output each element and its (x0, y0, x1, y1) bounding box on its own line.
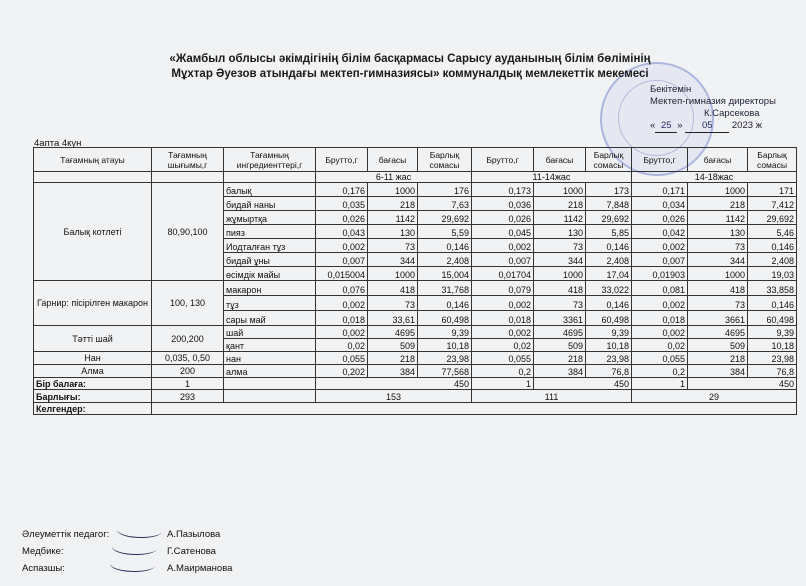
ingredient-name: бидай ұны (224, 253, 316, 267)
menu-table (33, 147, 797, 415)
ingredient-value: 5,59 (418, 225, 472, 239)
ingredient-value: 60,498 (586, 311, 632, 326)
ingredient-value: 5,46 (748, 225, 797, 239)
ingredient-value: 5,85 (586, 225, 632, 239)
ingredient-value: 29,692 (748, 211, 797, 225)
ingredient-value: 0,034 (632, 197, 688, 211)
ingredient-value: 0,002 (632, 326, 688, 339)
ingredient-value: 1000 (368, 267, 418, 281)
ingredient-value: 0,002 (316, 296, 368, 311)
ingredient-value: 0,2 (632, 365, 688, 378)
ingredient-value: 0,002 (316, 326, 368, 339)
ingredient-value: 0,02 (316, 339, 368, 352)
ingredient-value: 130 (688, 225, 748, 239)
ingredient-value: 23,98 (418, 352, 472, 365)
ingredient-value: 344 (688, 253, 748, 267)
document-title (120, 52, 700, 82)
ingredient-value: 218 (688, 197, 748, 211)
ingredient-value: 0,002 (472, 239, 534, 253)
ingredient-value: 77,568 (418, 365, 472, 378)
ingredient-value: 10,18 (418, 339, 472, 352)
ingredient-value: 19,03 (748, 267, 797, 281)
ingredient-value: 1000 (534, 267, 586, 281)
ingredient-name: балық (224, 183, 316, 197)
ingredient-value: 0,202 (316, 365, 368, 378)
ingredient-value: 0,002 (472, 326, 534, 339)
title-line-2: Мұхтар Әуезов атындағы мектеп-гимназиясы» коммуналдық мемлекеттік мекемесі (171, 68, 649, 80)
ingredient-value: 218 (368, 197, 418, 211)
ingredient-value: 0,042 (632, 225, 688, 239)
ingredient-value: 9,39 (586, 326, 632, 339)
dish-yield: 80,90,100 (152, 183, 224, 281)
ingredient-value: 10,18 (586, 339, 632, 352)
ingredient-row (34, 365, 797, 378)
dish-yield: 200,200 (152, 326, 224, 352)
ingredient-value: 130 (368, 225, 418, 239)
ingredient-name: нан (224, 352, 316, 365)
ingredient-value: 9,39 (748, 326, 797, 339)
ingredient-value: 2,408 (418, 253, 472, 267)
ingredient-value: 1142 (368, 211, 418, 225)
col-header: бағасы (534, 148, 586, 172)
ingredient-value: 509 (368, 339, 418, 352)
ingredient-name: қант (224, 339, 316, 352)
age-group: 6-11 жас (316, 172, 472, 183)
ingredient-value: 176 (418, 183, 472, 197)
ingredient-value: 7,848 (586, 197, 632, 211)
ingredient-value: 0,01704 (472, 267, 534, 281)
ingredient-value: 218 (688, 352, 748, 365)
ingredient-value: 0,035 (316, 197, 368, 211)
ingredient-value: 0,055 (472, 352, 534, 365)
ingredient-value: 0,018 (316, 311, 368, 326)
ingredient-value: 509 (534, 339, 586, 352)
ingredient-value: 0,146 (418, 239, 472, 253)
week-label: 4апта 4күн (34, 138, 82, 149)
ingredient-name: тұз (224, 296, 316, 311)
col-header: Тағамның атауы (34, 148, 152, 172)
ingredient-name: өсімдік майы (224, 267, 316, 281)
col-header: бағасы (688, 148, 748, 172)
dish-yield: 100, 130 (152, 281, 224, 326)
ingredient-value: 4695 (534, 326, 586, 339)
dish-name: Гарнир: пісірілген макарон (34, 281, 152, 326)
ingredient-row (34, 281, 797, 296)
ingredient-value: 0,173 (472, 183, 534, 197)
age-group: 14-18жас (632, 172, 797, 183)
title-line-1: «Жамбыл облысы әкімдігінің білім басқармасы Сарысу ауданының білім бөлімінің (169, 53, 651, 65)
ingredient-value: 33,61 (368, 311, 418, 326)
ingredient-value: 3661 (688, 311, 748, 326)
ingredient-value: 344 (534, 253, 586, 267)
ingredient-value: 173 (586, 183, 632, 197)
col-header: Тағамның ингредиенттері,г (224, 148, 316, 172)
ingredient-value: 0,01903 (632, 267, 688, 281)
ingredient-value: 0,018 (632, 311, 688, 326)
ingredient-value: 509 (688, 339, 748, 352)
ingredient-value: 4695 (368, 326, 418, 339)
ingredient-value: 33,022 (586, 281, 632, 296)
ingredient-value: 0,146 (586, 296, 632, 311)
ingredient-value: 344 (368, 253, 418, 267)
ingredient-value: 0,171 (632, 183, 688, 197)
ingredient-value: 384 (688, 365, 748, 378)
ingredient-value: 418 (534, 281, 586, 296)
age-group-row (34, 172, 797, 183)
ingredient-value: 1142 (688, 211, 748, 225)
ingredient-value: 0,055 (632, 352, 688, 365)
dish-name: Алма (34, 365, 152, 378)
approval-line-1: Бекітемін (650, 84, 692, 95)
per-child-row: Бір балаға: 1 450 1 450 1 450 (34, 378, 797, 390)
ingredient-value: 0,002 (472, 296, 534, 311)
ingredient-value: 9,39 (418, 326, 472, 339)
ingredient-value: 0,176 (316, 183, 368, 197)
ingredient-value: 73 (534, 239, 586, 253)
col-header: Барлық сомасы (748, 148, 797, 172)
ingredient-value: 0,026 (472, 211, 534, 225)
ingredient-value: 10,18 (748, 339, 797, 352)
ingredient-value: 1000 (688, 183, 748, 197)
col-header: Тағамның шығымы,г (152, 148, 224, 172)
ingredient-value: 60,498 (418, 311, 472, 326)
ingredient-value: 0,02 (632, 339, 688, 352)
dish-yield: 0,035, 0,50 (152, 352, 224, 365)
ingredient-value: 130 (534, 225, 586, 239)
ingredient-name: шай (224, 326, 316, 339)
ingredient-value: 1000 (368, 183, 418, 197)
ingredient-value: 0,079 (472, 281, 534, 296)
ingredient-value: 2,408 (748, 253, 797, 267)
age-group: 11-14жас (472, 172, 632, 183)
ingredient-value: 73 (688, 239, 748, 253)
header-row (34, 148, 797, 172)
ingredient-value: 73 (368, 296, 418, 311)
ingredient-name: жұмыртқа (224, 211, 316, 225)
ingredient-value: 2,408 (586, 253, 632, 267)
ingredient-value: 7,63 (418, 197, 472, 211)
ingredient-value: 4695 (688, 326, 748, 339)
ingredient-value: 73 (688, 296, 748, 311)
ingredient-value: 73 (534, 296, 586, 311)
ingredient-value: 0,02 (472, 339, 534, 352)
ingredient-value: 384 (534, 365, 586, 378)
col-header: бағасы (368, 148, 418, 172)
approval-date: « 25 » 05 2023 ж (650, 120, 763, 131)
ingredient-value: 23,98 (586, 352, 632, 365)
ingredient-row (34, 326, 797, 339)
dish-yield: 200 (152, 365, 224, 378)
ingredient-value: 3361 (534, 311, 586, 326)
ingredient-value: 0,026 (316, 211, 368, 225)
ingredient-value: 17,04 (586, 267, 632, 281)
ingredient-value: 33,858 (748, 281, 797, 296)
ingredient-value: 0,055 (316, 352, 368, 365)
ingredient-value: 76,8 (586, 365, 632, 378)
arrived-row: Келгендер: (34, 403, 797, 415)
ingredient-value: 0,146 (586, 239, 632, 253)
ingredient-value: 73 (368, 239, 418, 253)
ingredient-value: 0,026 (632, 211, 688, 225)
approval-line-2: Мектеп-гимназия директоры (650, 96, 776, 107)
col-header: Брутто,г (632, 148, 688, 172)
ingredient-value: 0,002 (632, 296, 688, 311)
ingredient-value: 0,045 (472, 225, 534, 239)
col-header: Барлық сомасы (586, 148, 632, 172)
ingredient-value: 418 (368, 281, 418, 296)
ingredient-value: 1142 (534, 211, 586, 225)
ingredient-value: 0,076 (316, 281, 368, 296)
ingredient-name: бидай наны (224, 197, 316, 211)
ingredient-value: 218 (534, 197, 586, 211)
ingredient-row (34, 352, 797, 365)
ingredient-name: пияз (224, 225, 316, 239)
ingredient-value: 218 (368, 352, 418, 365)
approval-block (650, 84, 776, 133)
ingredient-name: Иодталған тұз (224, 239, 316, 253)
col-header: Барлық сомасы (418, 148, 472, 172)
ingredient-value: 0,081 (632, 281, 688, 296)
ingredient-value: 384 (368, 365, 418, 378)
ingredient-value: 0,146 (748, 296, 797, 311)
ingredient-name: сары май (224, 311, 316, 326)
ingredient-value: 60,498 (748, 311, 797, 326)
ingredient-value: 0,007 (632, 253, 688, 267)
ingredient-value: 15,004 (418, 267, 472, 281)
ingredient-value: 1000 (688, 267, 748, 281)
ingredient-value: 0,043 (316, 225, 368, 239)
ingredient-value: 418 (688, 281, 748, 296)
ingredient-value: 0,146 (748, 239, 797, 253)
ingredient-value: 0,002 (316, 239, 368, 253)
ingredient-value: 1000 (534, 183, 586, 197)
ingredient-value: 0,002 (632, 239, 688, 253)
ingredient-value: 0,2 (472, 365, 534, 378)
ingredient-value: 0,018 (472, 311, 534, 326)
ingredient-row (34, 183, 797, 197)
approval-line-3: К.Сарсекова (704, 108, 760, 119)
col-header: Брутто,г (472, 148, 534, 172)
ingredient-value: 0,146 (418, 296, 472, 311)
total-row: Барлығы: 293 153 111 29 (34, 390, 797, 403)
ingredient-value: 0,036 (472, 197, 534, 211)
ingredient-value: 31,768 (418, 281, 472, 296)
dish-name: Балық котлеті (34, 183, 152, 281)
ingredient-value: 171 (748, 183, 797, 197)
ingredient-value: 76,8 (748, 365, 797, 378)
ingredient-value: 0,007 (316, 253, 368, 267)
ingredient-name: алма (224, 365, 316, 378)
ingredient-value: 218 (534, 352, 586, 365)
ingredient-value: 29,692 (586, 211, 632, 225)
ingredient-name: макарон (224, 281, 316, 296)
ingredient-value: 29,692 (418, 211, 472, 225)
col-header: Брутто,г (316, 148, 368, 172)
ingredient-value: 0,015004 (316, 267, 368, 281)
dish-name: Тәтті шай (34, 326, 152, 352)
ingredient-value: 23,98 (748, 352, 797, 365)
ingredient-value: 0,007 (472, 253, 534, 267)
ingredient-value: 7,412 (748, 197, 797, 211)
dish-name: Нан (34, 352, 152, 365)
